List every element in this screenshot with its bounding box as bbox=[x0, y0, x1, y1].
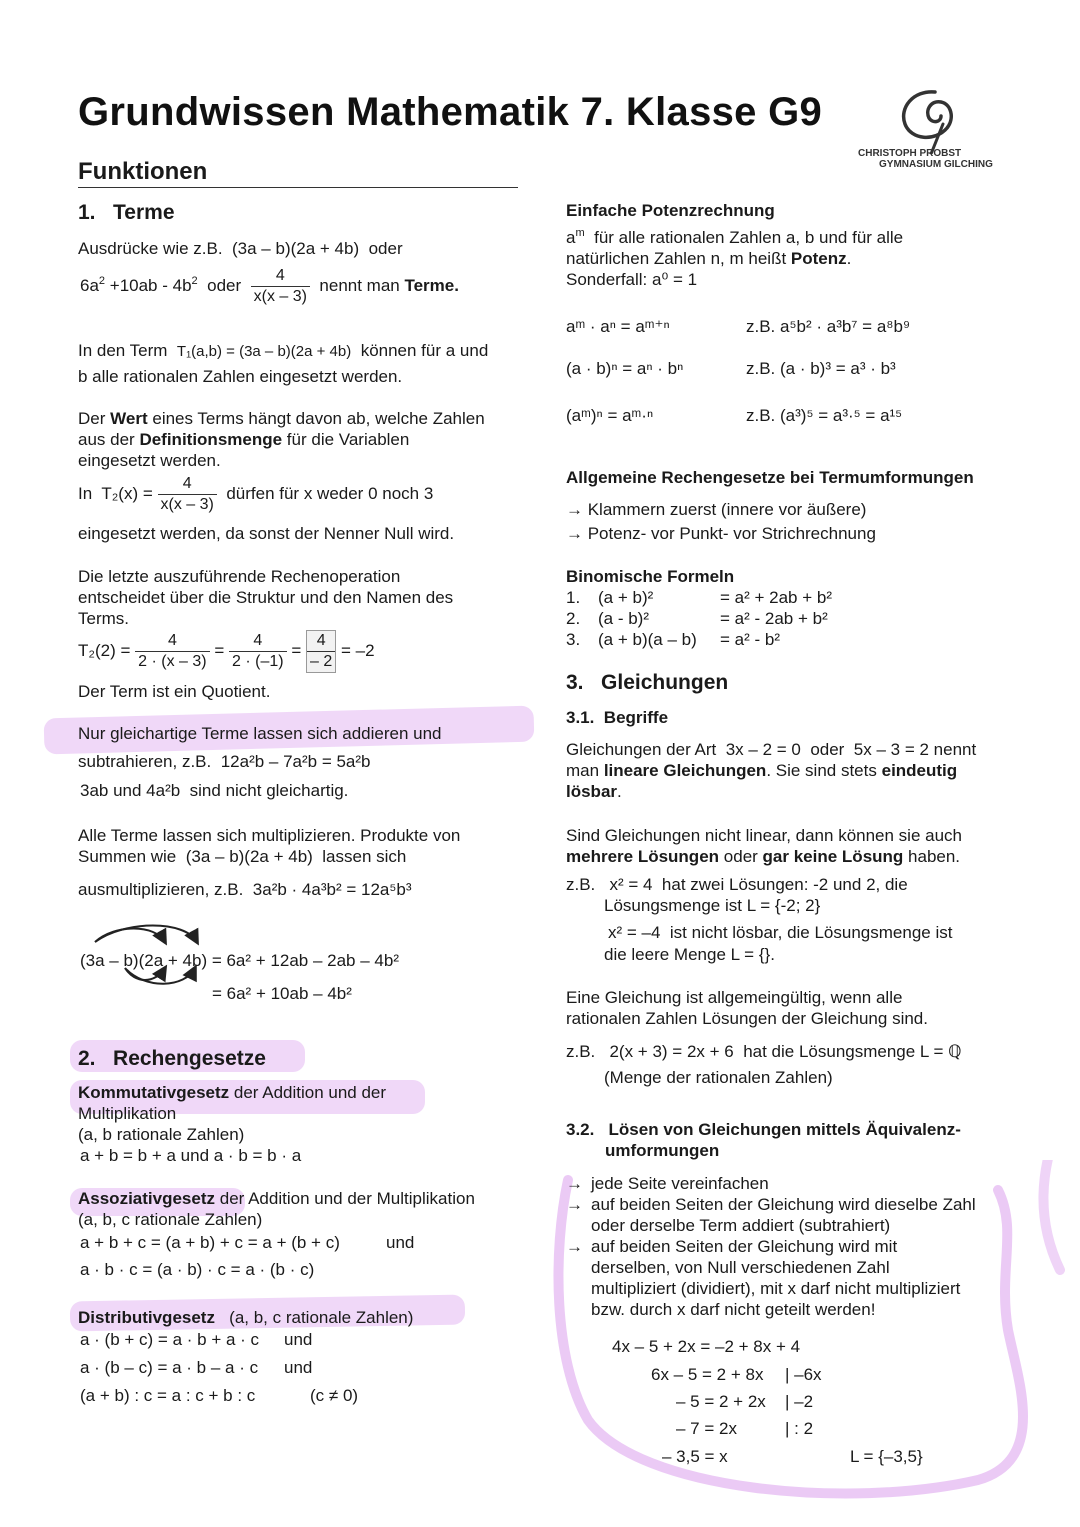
terme-p3: In den Term T₁(a,b) = (3a – b)(2a + 4b) können für a und bbox=[78, 341, 489, 360]
binom-table bbox=[566, 587, 832, 650]
binom-heading: Binomische Formeln bbox=[566, 567, 735, 586]
aequivalenz-bullets bbox=[566, 1173, 976, 1320]
distributiv: Distributivgesetz (a, b, c rationale Zahlen) bbox=[78, 1308, 414, 1327]
fraction: $\frac{4}{x(x - 3)}$ bbox=[158, 474, 217, 515]
terme-p1: Ausdrücke wie z.B. (3a – b)(2a + 4b) oder bbox=[78, 239, 403, 258]
solve-op-3: | –2 bbox=[785, 1392, 814, 1411]
solve-op-4: | : 2 bbox=[785, 1419, 814, 1438]
terme-p5: In T₂(x) = $\frac{4}{x(x - 3)}$ dürfen für x weder 0 noch 3 bbox=[78, 475, 434, 513]
school-logo-icon bbox=[855, 84, 1005, 154]
section-title: Funktionen bbox=[78, 158, 208, 185]
solve-step-4: – 7 = 2x bbox=[676, 1419, 737, 1438]
distributiv-l3: (a + b) : c = a : c + b : c bbox=[80, 1386, 256, 1405]
school-logo bbox=[855, 84, 1005, 174]
terme-p3b: b alle rationalen Zahlen eingesetzt werden. bbox=[78, 367, 403, 386]
terme-p7b: subtrahieren, z.B. 12a²b – 7a²b = 5a²b bbox=[78, 752, 371, 771]
aequivalenz-heading: 3.2. Lösen von Gleichungen mittels Äquivalenz- bbox=[566, 1120, 961, 1139]
gesetze-heading: 2. Rechengesetze bbox=[78, 1047, 266, 1070]
kommutativ: Kommutativgesetz der Addition und der Multiplikation (a, b rationale Zahlen) a + b = b + a und a · b = b · a bbox=[78, 1083, 387, 1165]
gleichungen-heading: 3. Gleichungen bbox=[566, 671, 729, 694]
fraction-boxed: $\frac{4}{- 2}$ bbox=[306, 630, 336, 673]
expansion-line1: (3a – b)(2a + 4b) = 6a² + 12ab – 2ab – 4b² bbox=[80, 951, 399, 970]
terme-p5-end: eingesetzt werden, da sonst der Nenner Null wird. bbox=[78, 524, 455, 543]
distributiv-cond: (c ≠ 0) bbox=[310, 1386, 359, 1405]
bullet-item: → auf beiden Seiten der Gleichung wird mit derselben, von Null verschiedenen Zahl multipliziert (dividiert), mit x darf nicht multipliziert bzw. durch x darf nicht geteilt werden! bbox=[566, 1237, 961, 1319]
assoziativ: Assoziativgesetz der Addition und der Multiplikation (a, b, c rationale Zahlen) bbox=[78, 1189, 475, 1229]
terme-p8b: ausmultiplizieren, z.B. 3a²b · 4a³b² = 12a⁵b³ bbox=[78, 880, 412, 899]
begriffe-heading: 3.1. Begriffe bbox=[566, 708, 669, 727]
terme-example: T₂(2) = $\frac{4}{2 \cdot (x - 3)}$ = $\frac{4}{2 \cdot (-1)}$ = $\frac{4}{- 2}$ = –2 bbox=[78, 630, 375, 673]
solution-set: L = {–3,5} bbox=[850, 1447, 923, 1466]
potenz-example-1: z.B. a⁵b² · a³b⁷ = a⁸b⁹ bbox=[746, 317, 911, 336]
fraction: $\frac{4}{2 \cdot (x - 3)}$ bbox=[135, 631, 209, 672]
distributiv-und1: und bbox=[284, 1330, 313, 1349]
begriffe-p2: Sind Gleichungen nicht linear, dann können sie auch mehrere Lösungen oder gar keine Lösung haben. bbox=[566, 826, 963, 866]
fraction: $\frac{4}{2 \cdot (-1)}$ bbox=[229, 631, 287, 672]
assoziativ-und: und bbox=[386, 1233, 415, 1252]
begriffe-p3b: Lösungsmenge ist L = {-2; 2} bbox=[604, 896, 821, 915]
distributiv-und2: und bbox=[284, 1358, 313, 1377]
terme-p7c: 3ab und 4a²b sind nicht gleichartig. bbox=[80, 781, 349, 800]
terme-p8: Alle Terme lassen sich multiplizieren. Produkte von Summen wie (3a – b)(2a + 4b) lassen sich bbox=[78, 826, 461, 866]
solve-op-2: | –6x bbox=[785, 1365, 822, 1384]
page-title: Grundwissen Mathematik 7. Klasse G9 bbox=[78, 90, 823, 134]
terme-p2: $6a^2 +10ab - 4b^2$ oder $\frac{4}{x(x - 3)}$ nennt man Terme. bbox=[80, 267, 459, 305]
allg-line1: → Klammern zuerst (innere vor äußere) bbox=[566, 500, 867, 519]
binom-row: 3. (a + b)(a – b) = a² - b² bbox=[566, 630, 780, 649]
potenz-text: $a^m$ für alle rationalen Zahlen a, b und für alle natürlichen Zahlen n, m heißt Potenz. Sonderfall: a⁰ = 1 bbox=[566, 227, 904, 289]
bullet-item: → auf beiden Seiten der Gleichung wird dieselbe Zahl oder derselbe Term addiert (subtrahiert) bbox=[566, 1195, 976, 1235]
arrow-icon: → bbox=[566, 1237, 583, 1256]
begriffe-p1: Gleichungen der Art 3x – 2 = 0 oder 5x – 3 = 2 nennt man lineare Gleichungen. Sie sind stets eindeutig lösbar. bbox=[566, 740, 977, 801]
school-name-line1: CHRISTOPH PROBST bbox=[858, 148, 962, 159]
begriffe-p3c: x² = –4 ist nicht lösbar, die Lösungsmenge ist bbox=[608, 923, 953, 942]
binom-row: 1. (a + b)² = a² + 2ab + b² bbox=[566, 588, 832, 607]
potenz-example-2: z.B. (a · b)³ = a³ · b³ bbox=[746, 359, 896, 378]
terme-p6: Die letzte auszuführende Rechenoperation entscheidet über die Struktur und den Namen des Terms. bbox=[78, 567, 454, 628]
school-name-line2: GYMNASIUM GILCHING bbox=[879, 159, 993, 170]
allg-heading: Allgemeine Rechengesetze bei Termumformungen bbox=[566, 468, 974, 487]
terme-p6-end: Der Term ist ein Quotient. bbox=[78, 682, 271, 701]
solve-step-3: – 5 = 2 + 2x bbox=[676, 1392, 766, 1411]
solve-step-1: 4x – 5 + 2x = –2 + 8x + 4 bbox=[612, 1337, 801, 1356]
distributiv-l1: a · (b + c) = a · b + a · c bbox=[80, 1330, 260, 1349]
terme-heading: 1. Terme bbox=[78, 201, 175, 224]
assoziativ-l3: a + b + c = (a + b) + c = a + (b + c) bbox=[80, 1233, 340, 1252]
assoziativ-l4: a · b · c = (a · b) · c = a · (b · c) bbox=[80, 1260, 315, 1279]
potenz-rule-3: (aᵐ)ⁿ = aᵐ·ⁿ bbox=[566, 406, 654, 425]
expansion-line2: = 6a² + 10ab – 4b² bbox=[212, 984, 352, 1003]
begriffe-p3: z.B. x² = 4 hat zwei Lösungen: -2 und 2, die bbox=[566, 875, 908, 894]
solve-step-5: – 3,5 = x bbox=[662, 1447, 728, 1466]
begriffe-p4: Eine Gleichung ist allgemeingültig, wenn alle rationalen Zahlen Lösungen der Gleichung sind. bbox=[566, 988, 928, 1028]
section-divider bbox=[78, 187, 518, 188]
allg-line2: → Potenz- vor Punkt- vor Strichrechnung bbox=[566, 524, 876, 543]
bullet-item: → jede Seite vereinfachen bbox=[566, 1174, 769, 1193]
arrow-icon: → bbox=[566, 1195, 583, 1214]
terme-p4: Der Wert eines Terms hängt davon ab, welche Zahlen aus der Definitionsmenge für die Variablen eingesetzt werden. bbox=[78, 409, 485, 470]
potenz-rule-2: (a · b)ⁿ = aⁿ · bⁿ bbox=[566, 359, 684, 378]
begriffe-p5: z.B. 2(x + 3) = 2x + 6 hat die Lösungsmenge L = ℚ bbox=[566, 1042, 962, 1061]
fraction: $\frac{4}{x(x - 3)}$ bbox=[251, 266, 310, 307]
distributiv-l2: a · (b – c) = a · b – a · c bbox=[80, 1358, 259, 1377]
binom-row: 2. (a - b)² = a² - 2ab + b² bbox=[566, 609, 828, 628]
terme-p7: Nur gleichartige Terme lassen sich addieren und bbox=[78, 724, 442, 743]
potenz-rule-1: aᵐ · aⁿ = aᵐ⁺ⁿ bbox=[566, 317, 670, 336]
begriffe-p3d: die leere Menge L = {}. bbox=[604, 945, 775, 964]
aequivalenz-heading-2: umformungen bbox=[605, 1141, 720, 1160]
begriffe-p5b: (Menge der rationalen Zahlen) bbox=[604, 1068, 833, 1087]
arrow-icon: → bbox=[566, 1174, 583, 1193]
potenz-heading: Einfache Potenzrechnung bbox=[566, 201, 775, 220]
solve-step-2: 6x – 5 = 2 + 8x bbox=[651, 1365, 764, 1384]
potenz-example-3: z.B. (a³)⁵ = a³·⁵ = a¹⁵ bbox=[746, 406, 903, 425]
